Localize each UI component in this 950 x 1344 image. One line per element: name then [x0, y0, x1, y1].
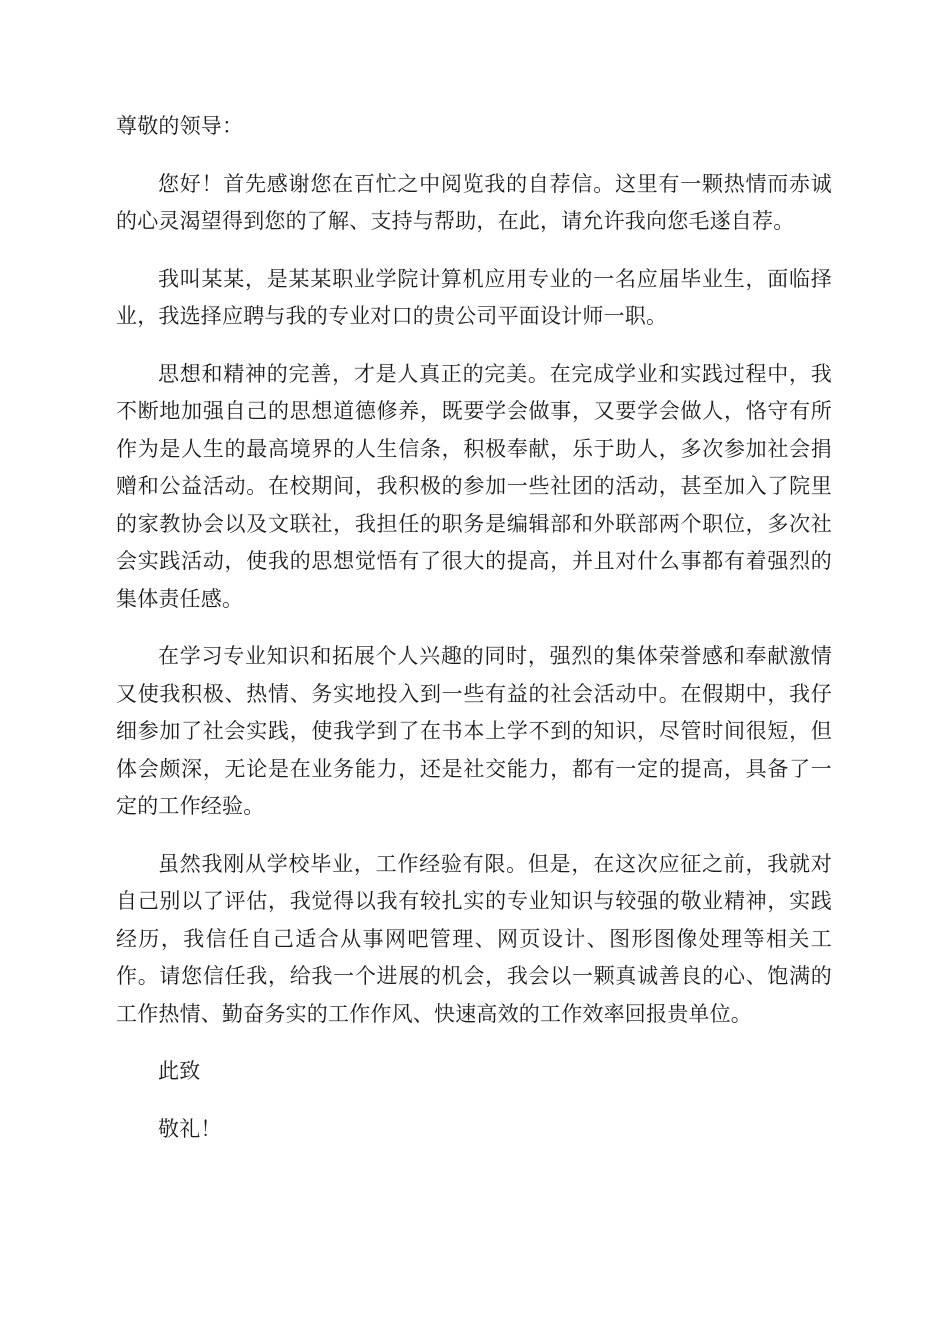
letter-body	[116, 108, 832, 1168]
paragraph-activities: 在学习专业知识和拓展个人兴趣的同时，强烈的集体荣誉感和奉献激情又使我积极、热情、务实地投入到一些有益的社会活动中。在假期中，我仔细参加了社会实践，使我学到了在书本上学不到的知识，尽管时间很短，但体会颇深，无论是在业务能力，还是社交能力，都有一定的提高，具备了一定的工作经验。	[116, 644, 832, 818]
paragraph-greeting: 您好！首先感谢您在百忙之中阅览我的自荐信。这里有一颗热情而赤诚的心灵渴望得到您的了解、支持与帮助，在此，请允许我向您毛遂自荐。	[116, 171, 832, 233]
closing-line-2: 敬礼！	[158, 1116, 222, 1141]
paragraph-request: 虽然我刚从学校毕业，工作经验有限。但是，在这次应征之前，我就对自己别以了评估，我觉得以我有较扎实的专业知识与较强的敬业精神，实践经历，我信任自己适合从事网吧管理、网页设计、图形图像处理等相关工作。请您信任我，给我一个进展的机会，我会以一颗真诚善良的心、饱满的工作热情、勤奋务实的工作作风、快速高效的工作效率回报贵单位。	[116, 851, 832, 1026]
letter-salutation: 尊敬的领导：	[116, 114, 244, 138]
closing-line-1: 此致	[158, 1059, 201, 1083]
paragraph-introduction: 我叫某某，是某某职业学院计算机应用专业的一名应届毕业生，面临择业，我选择应聘与我的专业对口的贵公司平面设计师一职。	[116, 266, 832, 328]
paragraph-character: 思想和精神的完善，才是人真正的完美。在完成学业和实践过程中，我不断地加强自己的思想道德修养，既要学会做事，又要学会做人，恪守有所作为是人生的最高境界的人生信条，积极奉献，乐于助人，多次参加社会捐赠和公益活动。在校期间，我积极的参加一些社团的活动，甚至加入了院里的家教协会以及文联社，我担任的职务是编辑部和外联部两个职位，多次社会实践活动，使我的思想觉悟有了很大的提高，并且对什么事都有着强烈的集体责任感。	[116, 361, 832, 611]
